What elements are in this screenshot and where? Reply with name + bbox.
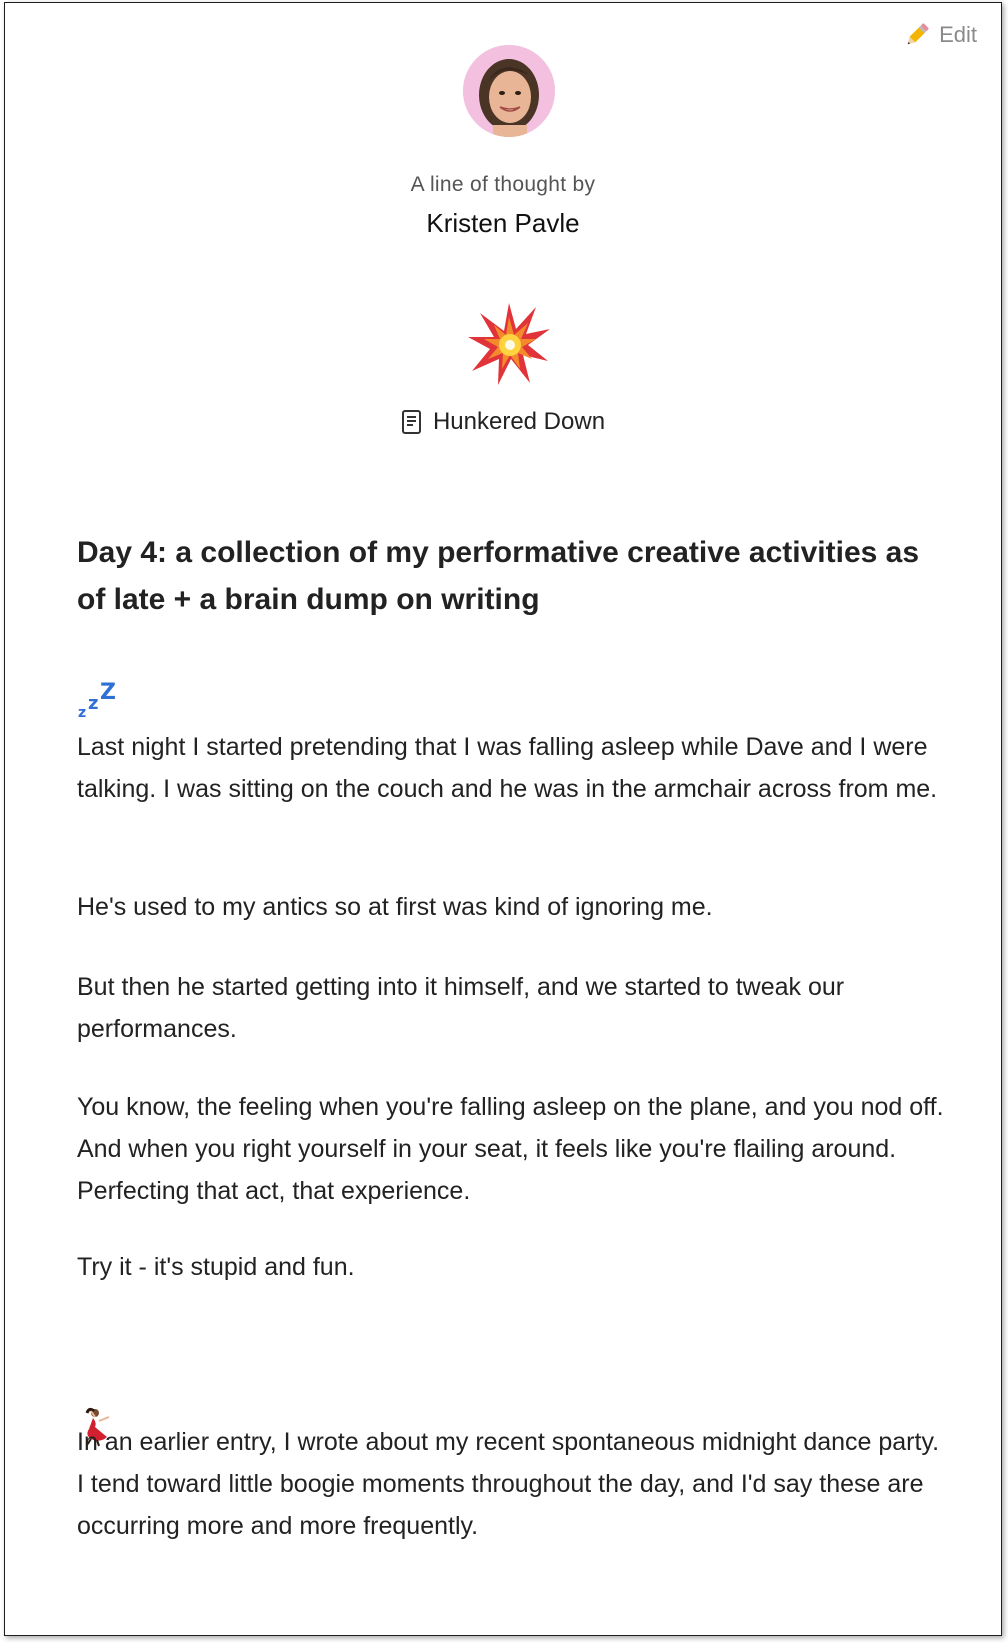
paragraph: In an earlier entry, I wrote about my recent spontaneous midnight dance party. I tend toward little boogie moments throughout the day, and I'd say these are occurring more and more frequently.: [77, 1428, 940, 1540]
paragraph: He's used to my antics so at first was kind of ignoring me.: [77, 893, 713, 921]
pencil-icon: [903, 21, 931, 49]
paragraph: But then he started getting into it himself, and we started to tweak our performances.: [77, 973, 845, 1043]
collision-burst-icon: [466, 301, 552, 387]
byline-text: A line of thought by: [410, 173, 596, 196]
collection-link[interactable]: [5, 408, 1001, 436]
paragraph: You know, the feeling when you're falling asleep on the plane, and you nod off. And when you right yourself in your seat, it feels like you're flailing around. Perfecting that act, that experience.: [77, 1093, 944, 1205]
author-avatar[interactable]: [463, 45, 555, 137]
author-name[interactable]: Kristen Pavle: [426, 208, 580, 238]
notebook-icon: [401, 409, 423, 435]
collection-name: Hunkered Down: [432, 408, 606, 435]
edit-label: Edit: [939, 22, 977, 47]
post-page: [4, 2, 1002, 1636]
zzz-icon: [78, 679, 120, 719]
paragraph: Last night I started pretending that I was falling asleep while Dave and I were talking. I was sitting on the couch and he was in the armchair across from me.: [77, 733, 938, 803]
svg-text:z: z: [78, 705, 87, 719]
svg-text:Z: Z: [100, 680, 116, 705]
post-title: Day 4: a collection of my performative creative activities as of late + a brain dump on writing: [77, 536, 920, 616]
paragraph: Try it - it's stupid and fun.: [77, 1253, 355, 1281]
svg-text:z: z: [88, 693, 99, 714]
edit-button[interactable]: [903, 21, 977, 49]
